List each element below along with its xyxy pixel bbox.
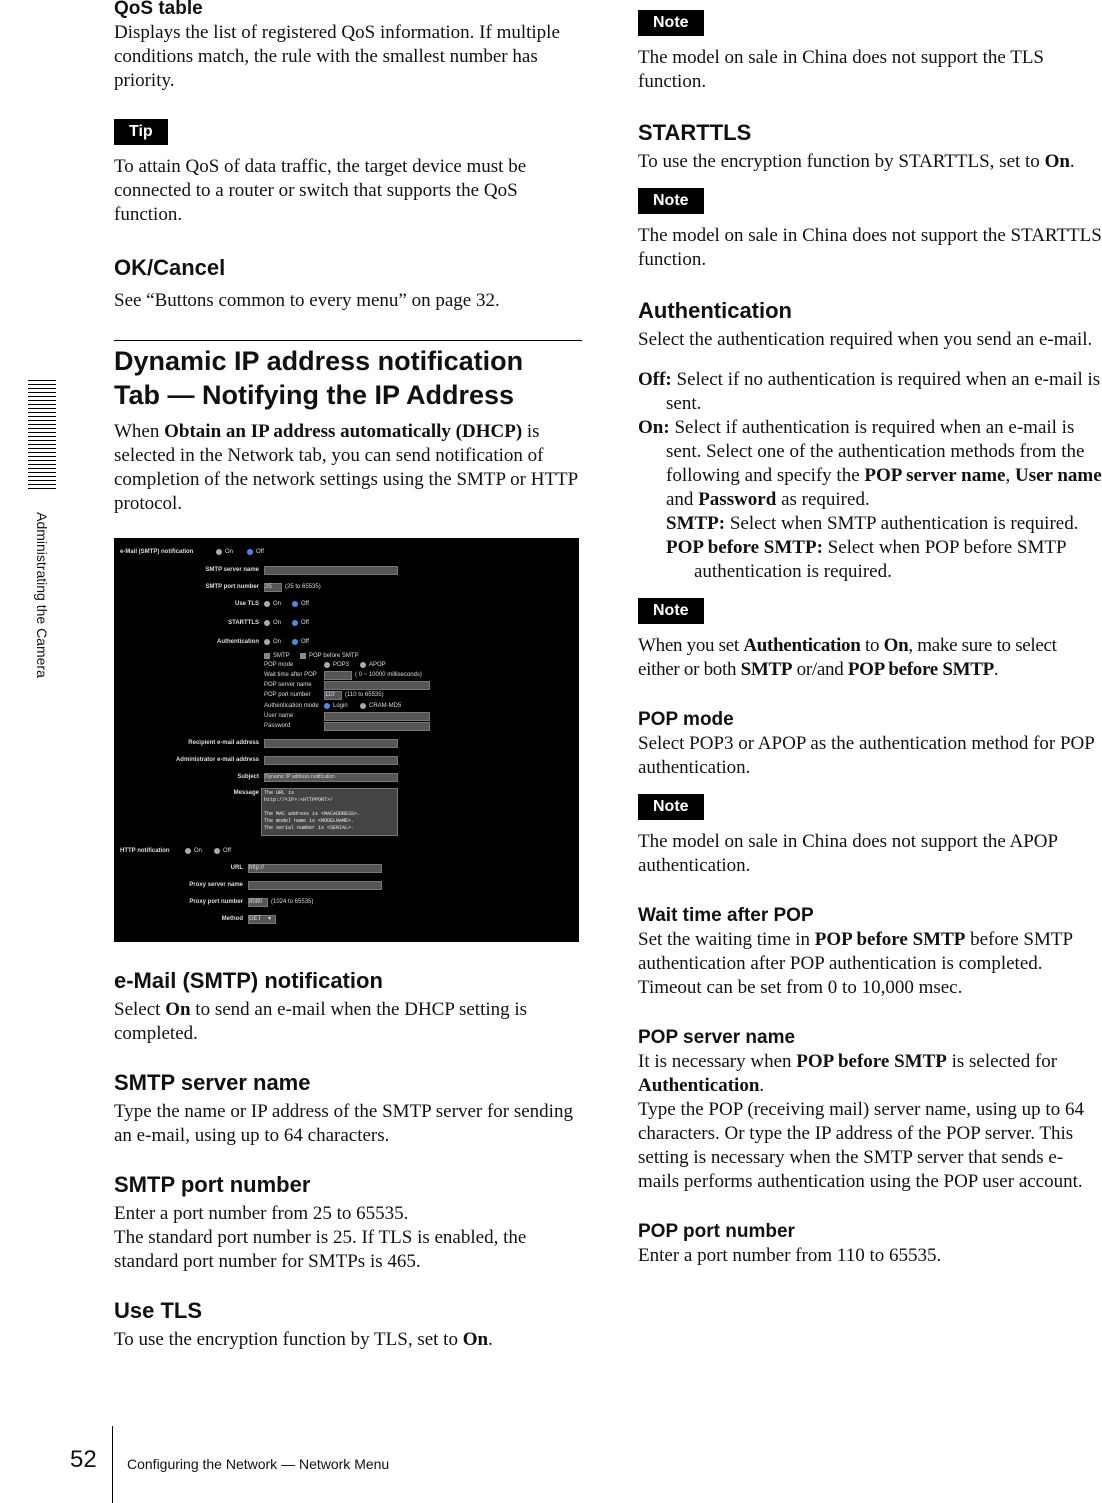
shot-pop-port-range: (110 to 65535) (345, 692, 384, 698)
usetls-title: Use TLS (114, 1298, 203, 1323)
shot-proxy-port-range: (1024 to 65535) (271, 899, 314, 905)
tip-text: To attain QoS of data traffic, the target device must be connected to a router or switch that supports the QoS function. (114, 156, 527, 225)
footer-title: Configuring the Network — Network Menu (127, 1456, 390, 1472)
shot-pop3: POP3 (333, 662, 350, 668)
left-column (114, 0, 582, 1352)
shot-proxy-port-field: 8080 (248, 898, 268, 907)
shot-password-label: Password (264, 723, 291, 729)
shot-pop-server-field (324, 681, 430, 690)
side-tab-marker (28, 380, 56, 490)
shot-wait-range: ( 0 ~ 10000 milliseconds) (355, 672, 422, 678)
shot-starttls-off: Off (301, 620, 309, 626)
shot-smtp-check-label: SMTP (273, 653, 290, 659)
okcancel-text: See “Buttons common to every menu” on page 32. (114, 290, 500, 311)
shot-method-label: Method (221, 916, 243, 922)
auth-off-item: Off: Select if no authentication is required when an e-mail is sent. (638, 369, 1101, 414)
note-badge-2: Note (638, 188, 704, 214)
shot-email-off-radio (247, 549, 253, 555)
shot-proxy-port-label: Proxy port number (189, 899, 243, 905)
shot-email-on: On (225, 549, 234, 555)
shot-smtp-server-field (264, 566, 398, 575)
starttls-title: STARTTLS (638, 120, 752, 145)
qos-title: QoS table (114, 0, 203, 19)
shot-auth-off: Off (301, 639, 309, 645)
shot-smtp-port-label: SMTP port number (205, 584, 259, 590)
shot-subject-field: Dynamic IP address notification (264, 773, 398, 782)
shot-apop: APOP (369, 662, 386, 668)
shot-smtp-port-field: 25 (264, 583, 282, 592)
email-text: Select On to send an e-mail when the DHCP setting is completed. (114, 999, 528, 1044)
section-title-line1: Dynamic IP address notification (114, 346, 524, 376)
shot-proxy-server-label: Proxy server name (189, 882, 243, 888)
shot-http-on: On (194, 848, 203, 854)
shot-email-on-radio (216, 549, 222, 555)
shot-cram: CRAM-MD5 (369, 703, 402, 709)
shot-tls-on-radio (264, 601, 270, 607)
shot-smtp-checkbox (264, 653, 270, 659)
shot-tls-off: Off (301, 601, 309, 607)
shot-message-area: The URL is http://<IP>:<HTTPPORT>/ The MAC address is <MACADDRESS>. The model name is <MODELNAME>. The serial number is <SERIAL>. (261, 788, 398, 836)
shot-wait-label: Wait time after POP (264, 672, 317, 678)
shot-apop-radio (360, 662, 366, 668)
footer-rule (112, 1426, 113, 1503)
shot-pop-before-check-label: POP before SMTP (309, 653, 359, 659)
settings-screenshot (114, 538, 579, 942)
shot-user-name-field (324, 712, 430, 721)
shot-starttls-on: On (273, 620, 282, 626)
shot-email-label: e-Mail (SMTP) notification (120, 549, 194, 555)
popserver-text2: Type the POP (receiving mail) server name, using up to 64 characters. Or type the IP address of the POP server. This setting is necessary when the SMTP server that sends e-mails performs authentication using the POP user account. (638, 1099, 1084, 1192)
note3-text: When you set Authentication to On, make sure to select either or both SMTP or/and POP before SMTP. (638, 635, 1057, 680)
shot-subject-label: Subject (237, 774, 259, 780)
okcancel-title: OK/Cancel (114, 255, 226, 280)
email-title: e-Mail (SMTP) notification (114, 968, 383, 993)
smtpport-text2: The standard port number is 25. If TLS is enabled, the standard port number for SMTPs is 465. (114, 1227, 527, 1272)
shot-auth-on: On (273, 639, 282, 645)
shot-message-label: Message (233, 790, 259, 796)
shot-method-chevron-icon: ▾ (268, 916, 272, 922)
shot-auth-mode-label: Authentication mode (264, 703, 319, 709)
shot-proxy-server-field (248, 881, 382, 890)
note2-text: The model on sale in China does not support the STARTTLS function. (638, 225, 1102, 270)
qos-text: Displays the list of registered QoS information. If multiple conditions match, the rule with the smallest number has priority. (114, 22, 560, 91)
shot-pop-port-label: POP port number (264, 692, 311, 698)
shot-recipient-label: Recipient e-mail address (188, 740, 259, 746)
shot-admin-label: Administrator e-mail address (175, 757, 259, 763)
auth-popb-item: POP before SMTP: Select when POP before SMTP authentication is required. (666, 537, 1066, 582)
popport-title: POP port number (638, 1221, 795, 1242)
smtpname-text: Type the name or IP address of the SMTP server for sending an e-mail, using up to 64 characters. (114, 1101, 573, 1146)
shot-email-off: Off (256, 549, 264, 555)
shot-http-off: Off (223, 848, 231, 854)
shot-pop-server-label: POP server name (264, 682, 312, 688)
note-badge-1: Note (638, 10, 704, 36)
shot-auth-off-radio (292, 639, 298, 645)
popmode-title: POP mode (638, 709, 734, 730)
note-badge-4: Note (638, 794, 704, 820)
section-title-line2: Tab — Notifying the IP Address (114, 380, 515, 410)
wait-text: Set the waiting time in POP before SMTP before SMTP authentication after POP authentication is completed. Timeout can be set from 0 to 10,000 msec. (638, 929, 1073, 998)
shot-auth-label: Authentication (217, 639, 259, 645)
right-column (638, 0, 1102, 1268)
shot-auth-on-radio (264, 639, 270, 645)
shot-pop3-radio (324, 662, 330, 668)
shot-method-select: GET (248, 915, 276, 924)
auth-text: Select the authentication required when you send an e-mail. (638, 329, 1093, 350)
smtpname-title: SMTP server name (114, 1070, 311, 1095)
shot-http-off-radio (214, 848, 220, 854)
starttls-text: To use the encryption function by STARTTLS, set to On. (638, 151, 1075, 172)
shot-http-label: HTTP notification (120, 848, 170, 854)
smtpport-title: SMTP port number (114, 1172, 311, 1197)
shot-use-tls-label: Use TLS (234, 601, 259, 607)
shot-smtp-server-label: SMTP server name (205, 567, 259, 573)
popmode-text: Select POP3 or APOP as the authentication method for POP authentication. (638, 733, 1095, 778)
popserver-title: POP server name (638, 1027, 796, 1048)
shot-tls-on: On (273, 601, 282, 607)
shot-admin-field (264, 756, 398, 765)
tip-badge: Tip (114, 119, 168, 145)
shot-recipient-field (264, 739, 398, 748)
shot-starttls-label: STARTTLS (228, 620, 259, 626)
shot-pop-before-checkbox (300, 653, 306, 659)
shot-starttls-on-radio (264, 620, 270, 626)
note4-text: The model on sale in China does not support the APOP authentication. (638, 831, 1058, 876)
shot-login-radio (324, 703, 330, 709)
side-label: Administrating the Camera (34, 512, 50, 678)
auth-title: Authentication (638, 298, 792, 323)
note1-text: The model on sale in China does not support the TLS function. (638, 47, 1044, 92)
section-intro: When Obtain an IP address automatically (DHCP) is selected in the Network tab, you can send notification of completion of the network settings using the SMTP or HTTP protocol. (114, 421, 578, 514)
shot-url-field: http:// (248, 864, 382, 873)
auth-on-item: On: Select if authentication is required when an e-mail is sent. Select one of the authentication methods from the following and specify the POP server name, User name and Password as required. (638, 417, 1102, 510)
shot-url-label: URL (230, 865, 243, 871)
shot-user-name-label: User name (264, 713, 294, 719)
usetls-text: To use the encryption function by TLS, set to On. (114, 1329, 493, 1350)
shot-tls-off-radio (292, 601, 298, 607)
shot-starttls-off-radio (292, 620, 298, 626)
shot-cram-radio (360, 703, 366, 709)
smtpport-text1: Enter a port number from 25 to 65535. (114, 1203, 409, 1224)
shot-pop-mode-label: POP mode (264, 662, 294, 668)
shot-http-on-radio (185, 848, 191, 854)
shot-login: Login (333, 703, 348, 709)
wait-title: Wait time after POP (638, 905, 814, 926)
note-badge-3: Note (638, 598, 704, 624)
page-number: 52 (70, 1446, 97, 1473)
popserver-text1: It is necessary when POP before SMTP is selected for Authentication. (638, 1051, 1058, 1096)
shot-pop-port-field: 110 (324, 691, 342, 700)
popport-text: Enter a port number from 110 to 65535. (638, 1245, 942, 1266)
shot-smtp-port-range: (25 to 65535) (285, 584, 321, 590)
shot-password-field (324, 722, 430, 731)
shot-wait-field (324, 671, 352, 680)
auth-smtp-item: SMTP: Select when SMTP authentication is required. (666, 513, 1079, 534)
